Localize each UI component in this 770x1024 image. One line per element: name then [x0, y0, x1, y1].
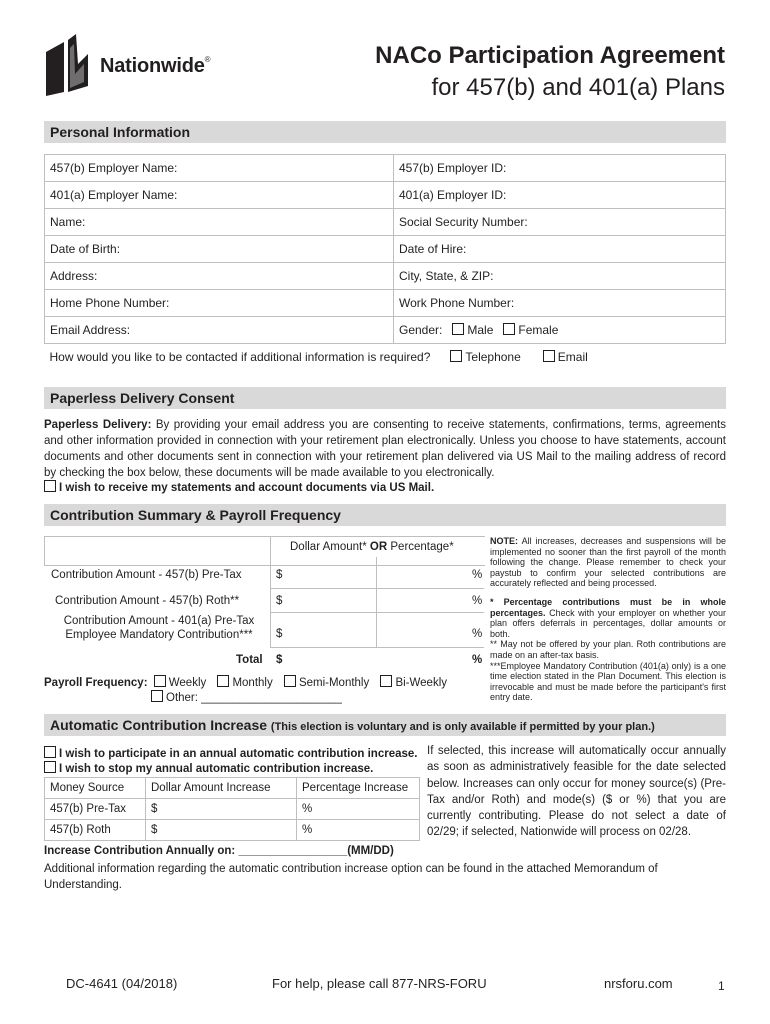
- personal-field[interactable]: Date of Birth:: [45, 236, 394, 263]
- payroll-biweekly-checkbox[interactable]: [380, 675, 392, 687]
- us-mail-checkbox[interactable]: [44, 480, 56, 492]
- personal-field[interactable]: 401(a) Employer ID:: [394, 182, 726, 209]
- row-pretax-dollar[interactable]: $: [146, 799, 297, 820]
- auto-increase-table: [44, 777, 420, 841]
- increase-date-field[interactable]: Increase Contribution Annually on: _________________(MM/DD): [44, 845, 394, 857]
- row-pretax-source: 457(b) Pre-Tax: [45, 799, 146, 820]
- auto-increase-participate[interactable]: I wish to participate in an annual automatic contribution increase.: [44, 746, 417, 760]
- row-roth-source: 457(b) Roth: [45, 820, 146, 841]
- form-title: NACo Participation Agreement: [375, 42, 725, 69]
- section-paperless-delivery: Paperless Delivery Consent: [44, 387, 726, 409]
- payroll-semimonthly-checkbox[interactable]: [284, 675, 296, 687]
- total-pct[interactable]: %: [472, 654, 483, 666]
- personal-field[interactable]: 457(b) Employer ID:: [394, 155, 726, 182]
- personal-field[interactable]: 457(b) Employer Name:: [45, 155, 394, 182]
- contrib-row-roth-pct[interactable]: %: [472, 595, 483, 607]
- total-dollar[interactable]: $: [276, 654, 283, 666]
- personal-info-row: [45, 317, 726, 344]
- payroll-other-checkbox[interactable]: [151, 690, 163, 702]
- section-contribution-summary: Contribution Summary & Payroll Frequency: [44, 504, 726, 526]
- brand-name: Nationwide®: [100, 55, 211, 77]
- personal-field[interactable]: Work Phone Number:: [394, 290, 726, 317]
- contrib-row-401a-pct[interactable]: %: [472, 628, 483, 640]
- email-field[interactable]: Email Address:: [45, 317, 394, 344]
- total-label: Total: [236, 654, 263, 666]
- personal-info-row: [45, 290, 726, 317]
- payroll-frequency: Payroll Frequency: Weekly Monthly Semi-Monthly Bi-Weekly: [44, 677, 448, 689]
- grid-line: [270, 612, 484, 648]
- row-roth-dollar[interactable]: $: [146, 820, 297, 841]
- payroll-weekly-checkbox[interactable]: [154, 675, 166, 687]
- contribution-note: NOTE: All increases, decreases and suspensions will be implemented no sooner than the first payroll of the month following the change. Please remember to check your paystub to confirm your selected contributions are accurately reflected and being processed.: [490, 536, 726, 589]
- nationwide-eagle-logo: [44, 34, 98, 98]
- personal-field[interactable]: Address:: [45, 263, 394, 290]
- form-id: DC-4641 (04/2018): [66, 976, 178, 991]
- contrib-row-roth-label: Contribution Amount - 457(b) Roth**: [55, 595, 240, 607]
- gender-male-checkbox[interactable]: [452, 323, 464, 335]
- contribution-footnotes: * Percentage contributions must be in whole percentages. Check with your employer on whether your plan offers deferrals in percentages, dollar amounts or both. ** May not be offered by your plan. Roth contributions are made on an after-tax basis. ***Employee Mandatory Contribution (401(a) only) is a one time election stated in the Plan Document. This election is irrevocable and must be made before the participant's first entry date.: [490, 597, 726, 703]
- header-dollar-increase: Dollar Amount Increase: [146, 778, 297, 799]
- contrib-row-pretax-dollar[interactable]: $: [276, 569, 283, 581]
- auto-increase-stop[interactable]: I wish to stop my annual automatic contribution increase.: [44, 761, 373, 775]
- auto-increase-side-text: If selected, this increase will automatically occur annually as soon as administratively feasible for the date selected below. Increases can only occur for money source(s) (Pre-Tax and/or Roth) and mode(s) ($ or %) that you are currently contributing. Please do not select a date of 02/29; if selected, Nationwide will process on 02/28.: [427, 745, 726, 839]
- contrib-row-401a-label: Contribution Amount - 401(a) Pre-Tax Employee Mandatory Contribution***: [63, 615, 255, 641]
- contact-preference-row: [45, 344, 726, 371]
- personal-field[interactable]: Social Security Number:: [394, 209, 726, 236]
- gender-female-checkbox[interactable]: [503, 323, 515, 335]
- section-automatic-increase: Automatic Contribution Increase (This election is voluntary and is only available if permitted by your plan.): [44, 714, 726, 736]
- stop-checkbox[interactable]: [44, 761, 56, 773]
- contact-preference: How would you like to be contacted if additional information is required? Telephone Email: [49, 350, 588, 364]
- help-line: For help, please call 877-NRS-FORU: [272, 976, 487, 991]
- us-mail-option[interactable]: I wish to receive my statements and account documents via US Mail.: [44, 480, 434, 494]
- contrib-row-401a-dollar[interactable]: $: [276, 628, 283, 640]
- personal-info-row: [45, 182, 726, 209]
- grid-line: [270, 564, 484, 589]
- personal-field[interactable]: Date of Hire:: [394, 236, 726, 263]
- payroll-monthly-checkbox[interactable]: [217, 675, 229, 687]
- contrib-row-pretax-label: Contribution Amount - 457(b) Pre-Tax: [51, 569, 242, 581]
- row-pretax-pct[interactable]: %: [297, 799, 420, 820]
- header-pct-increase: Percentage Increase: [297, 778, 420, 799]
- personal-info-row: [45, 209, 726, 236]
- row-roth-pct[interactable]: %: [297, 820, 420, 841]
- payroll-other[interactable]: Other: ______________________: [151, 690, 342, 704]
- form-subtitle: for 457(b) and 401(a) Plans: [431, 74, 725, 101]
- participate-checkbox[interactable]: [44, 746, 56, 758]
- personal-info-row: [45, 236, 726, 263]
- personal-field[interactable]: City, State, & ZIP:: [394, 263, 726, 290]
- section-personal-information: Personal Information: [44, 121, 726, 143]
- auto-increase-additional: Additional information regarding the automatic contribution increase option can be found in the attached Memorandum of Understanding.: [44, 863, 658, 891]
- personal-field[interactable]: Home Phone Number:: [45, 290, 394, 317]
- contrib-row-roth-dollar[interactable]: $: [276, 595, 283, 607]
- personal-field[interactable]: 401(a) Employer Name:: [45, 182, 394, 209]
- gender-field: Gender: Male Female: [394, 317, 726, 344]
- contrib-col-header: Dollar Amount* OR Percentage*: [290, 541, 454, 553]
- personal-field[interactable]: Name:: [45, 209, 394, 236]
- personal-info-table: [44, 154, 726, 370]
- contact-telephone-checkbox[interactable]: [450, 350, 462, 362]
- contact-email-checkbox[interactable]: [543, 350, 555, 362]
- personal-info-row: [45, 155, 726, 182]
- website[interactable]: nrsforu.com: [604, 976, 673, 991]
- header-money-source: Money Source: [45, 778, 146, 799]
- grid-line: [270, 588, 484, 613]
- contrib-row-pretax-pct[interactable]: %: [472, 569, 483, 581]
- page-number: 1: [718, 979, 725, 993]
- paperless-paragraph: Paperless Delivery: By providing your email address you are consenting to receive statements, confirmations, terms, agreements and other information provided in connection with your retirement plan electronically. Unless you choose to have statements, account documents and other documents sent in connection with your retirement plan delivered via US Mail to the mailing address of record by checking the box below, these documents will be made available to you electronically.: [44, 419, 727, 479]
- personal-info-row: [45, 263, 726, 290]
